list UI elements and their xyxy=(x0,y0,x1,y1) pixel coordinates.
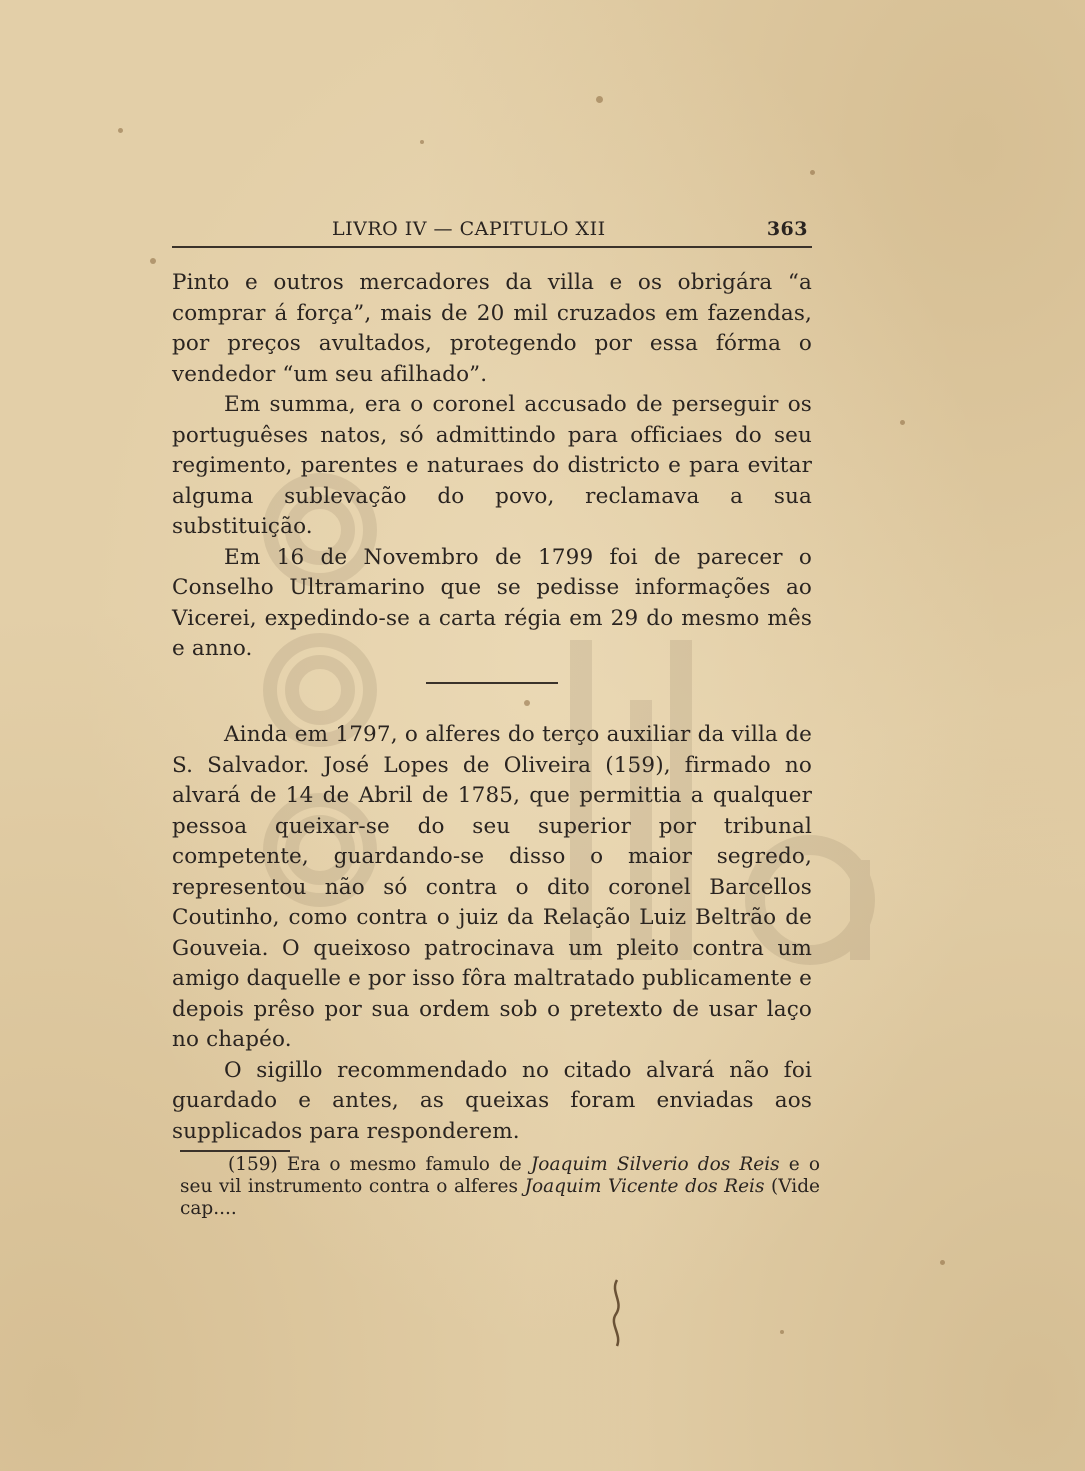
text-block-2 xyxy=(172,720,812,1147)
paper-speck xyxy=(780,1330,784,1334)
text-block-1 xyxy=(172,268,812,665)
footnote-name: Joaquim Silverio dos Reis xyxy=(530,1154,780,1175)
footnote-rule xyxy=(180,1150,290,1152)
paper-speck xyxy=(118,128,123,133)
running-title: LIVRO IV — CAPITULO XII xyxy=(332,218,606,240)
paper-speck xyxy=(420,140,424,144)
paper-speck xyxy=(940,1260,945,1265)
paragraph: O sigillo recommendado no citado alvará não foi guardado e antes, as queixas foram enviadas aos supplicados para responderem. xyxy=(172,1057,812,1144)
paper-speck xyxy=(900,420,905,425)
paragraph: Ainda em 1797, o alferes do terço auxiliar da villa de S. Salvador. José Lopes de Oliveira (159), firmado no alvará de 14 de Abril de 1785, que permittia a qualquer pessoa queixar-se do seu superior por tribunal competente, guardando-se disso o maior segredo, representou não só contra o dito coronel Barcellos Coutinho, como contra o juiz da Relação Luiz Beltrão de Gouveia. O queixoso patrocinava um pleito contra um amigo daquelle e por isso fôra maltratado publicamente e depois prêso por sua ordem sob o pretexto de usar laço no chapéo. xyxy=(172,722,812,1052)
paragraph: Pinto e outros mercadores da villa e os obrigára “a comprar á força”, mais de 20 mil cruzados em fazendas, por preços avultados, protegendo por essa fórma o vendedor “um seu afilhado”. xyxy=(172,270,812,387)
paragraph: Em summa, era o coronel accusado de perseguir os portuguêses natos, só admittindo para officiaes do seu regimento, parentes e naturaes do districto e para evitar alguma sublevação do povo, reclamava a sua substituição. xyxy=(172,392,812,539)
paragraph: Em 16 de Novembro de 1799 foi de parecer o Conselho Ultramarino que se pedisse informações ao Vicerei, expedindo-se a carta régia em 29 do mesmo mês e anno. xyxy=(172,544,812,661)
footnote-text: e o seu vil instrumento contra o alferes xyxy=(180,1154,820,1197)
paper-speck xyxy=(810,170,815,175)
page-number: 363 xyxy=(766,218,808,240)
footnote-text: Era o mesmo famulo de xyxy=(277,1154,531,1175)
footnote-text: (Vide cap.... xyxy=(180,1176,821,1219)
footnote-marker: (159) xyxy=(228,1154,278,1175)
section-separator xyxy=(426,682,558,684)
binding-thread-mark xyxy=(606,1278,628,1348)
running-head xyxy=(172,216,812,248)
footnote-name: Joaquim Vicente dos Reis xyxy=(524,1176,765,1197)
footnote-paragraph xyxy=(180,1154,820,1220)
paper-speck xyxy=(524,700,530,706)
paper-speck xyxy=(150,258,156,264)
footnote xyxy=(180,1154,820,1220)
paper-speck xyxy=(596,96,603,103)
